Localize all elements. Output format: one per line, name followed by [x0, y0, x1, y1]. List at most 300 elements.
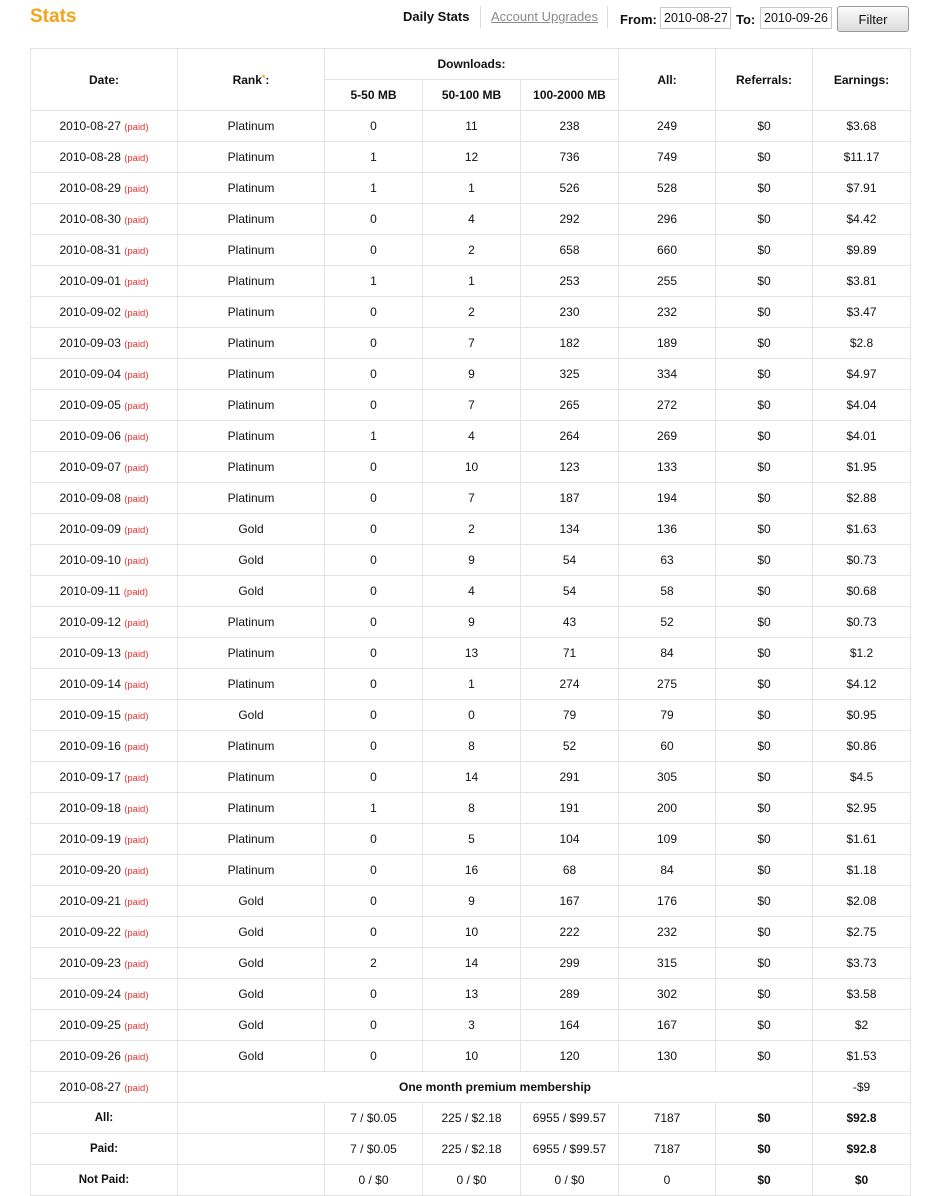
date-value: 2010-09-11 [59, 584, 121, 598]
summary-downloads-5-50: 7 / $0.05 [325, 1134, 423, 1165]
rank-cell: Gold [178, 514, 325, 545]
date-value: 2010-09-14 [59, 677, 121, 691]
downloads-50-100-cell: 2 [423, 235, 521, 266]
downloads-50-100-cell: 7 [423, 483, 521, 514]
date-value: 2010-09-01 [59, 274, 121, 288]
table-row [31, 793, 911, 824]
col-all: All: [619, 49, 716, 111]
summary-rank-empty [178, 1103, 325, 1134]
all-cell: 60 [619, 731, 716, 762]
downloads-50-100-cell: 10 [423, 1041, 521, 1072]
date-cell [31, 421, 178, 452]
downloads-100-2000-cell: 736 [521, 142, 619, 173]
membership-description: One month premium membership [178, 1072, 813, 1103]
paid-tag: (paid) [124, 370, 149, 381]
rank-cell: Platinum [178, 235, 325, 266]
summary-rank-empty [178, 1165, 325, 1196]
summary-downloads-100-2000: 6955 / $99.57 [521, 1103, 619, 1134]
table-row [31, 886, 911, 917]
downloads-50-100-cell: 2 [423, 297, 521, 328]
downloads-50-100-cell: 0 [423, 700, 521, 731]
table-row [31, 173, 911, 204]
all-cell: 232 [619, 297, 716, 328]
rank-cell: Gold [178, 917, 325, 948]
downloads-50-100-cell: 7 [423, 390, 521, 421]
earnings-cell: $3.58 [813, 979, 911, 1010]
all-cell: 660 [619, 235, 716, 266]
summary-rank-empty [178, 1134, 325, 1165]
paid-tag: (paid) [124, 556, 149, 567]
date-value: 2010-09-04 [59, 367, 121, 381]
downloads-50-100-cell: 8 [423, 793, 521, 824]
earnings-cell: $3.73 [813, 948, 911, 979]
summary-label: All: [31, 1103, 178, 1134]
all-cell: 249 [619, 111, 716, 142]
rank-cell: Platinum [178, 824, 325, 855]
downloads-100-2000-cell: 164 [521, 1010, 619, 1041]
summary-referrals: $0 [716, 1165, 813, 1196]
downloads-5-50-cell: 0 [325, 638, 423, 669]
paid-tag: (paid) [124, 463, 149, 474]
to-label: To: [736, 12, 756, 27]
rank-cell: Platinum [178, 173, 325, 204]
date-cell [31, 297, 178, 328]
date-value: 2010-09-22 [59, 925, 121, 939]
col-earnings: Earnings: [813, 49, 911, 111]
date-cell [31, 886, 178, 917]
table-row [31, 669, 911, 700]
all-cell: 749 [619, 142, 716, 173]
table-row [31, 607, 911, 638]
date-value: 2010-09-10 [59, 553, 121, 567]
summary-downloads-100-2000: 6955 / $99.57 [521, 1134, 619, 1165]
all-cell: 200 [619, 793, 716, 824]
summary-downloads-5-50: 7 / $0.05 [325, 1103, 423, 1134]
nav-divider [480, 6, 481, 28]
downloads-100-2000-cell: 253 [521, 266, 619, 297]
earnings-cell: $4.04 [813, 390, 911, 421]
downloads-50-100-cell: 9 [423, 359, 521, 390]
date-value: 2010-08-29 [59, 181, 121, 195]
downloads-5-50-cell: 0 [325, 731, 423, 762]
downloads-100-2000-cell: 222 [521, 917, 619, 948]
col-referrals: Referrals: [716, 49, 813, 111]
rank-cell: Platinum [178, 421, 325, 452]
summary-all: 7187 [619, 1103, 716, 1134]
membership-row [31, 1072, 911, 1103]
downloads-5-50-cell: 0 [325, 576, 423, 607]
referrals-cell: $0 [716, 886, 813, 917]
tab-daily-stats[interactable]: Daily Stats [403, 9, 470, 24]
tab-account-upgrades[interactable]: Account Upgrades [491, 9, 598, 24]
table-row [31, 638, 911, 669]
table-row [31, 266, 911, 297]
date-value: 2010-09-23 [59, 956, 121, 970]
downloads-50-100-cell: 4 [423, 204, 521, 235]
referrals-cell: $0 [716, 359, 813, 390]
filter-button[interactable]: Filter [837, 6, 909, 32]
downloads-5-50-cell: 0 [325, 328, 423, 359]
downloads-50-100-cell: 14 [423, 948, 521, 979]
all-cell: 130 [619, 1041, 716, 1072]
downloads-100-2000-cell: 274 [521, 669, 619, 700]
downloads-50-100-cell: 2 [423, 514, 521, 545]
date-cell [31, 514, 178, 545]
all-cell: 63 [619, 545, 716, 576]
downloads-5-50-cell: 0 [325, 297, 423, 328]
stats-body [31, 111, 911, 1196]
downloads-100-2000-cell: 79 [521, 700, 619, 731]
date-cell [31, 793, 178, 824]
downloads-5-50-cell: 1 [325, 142, 423, 173]
summary-row [31, 1134, 911, 1165]
paid-tag: (paid) [124, 1052, 149, 1063]
date-value: 2010-09-19 [59, 832, 121, 846]
earnings-cell: $1.61 [813, 824, 911, 855]
downloads-50-100-cell: 9 [423, 545, 521, 576]
date-value: 2010-08-30 [59, 212, 121, 226]
all-cell: 84 [619, 855, 716, 886]
downloads-50-100-cell: 1 [423, 669, 521, 700]
rank-cell: Platinum [178, 855, 325, 886]
all-cell: 167 [619, 1010, 716, 1041]
date-value: 2010-08-31 [59, 243, 121, 257]
paid-tag: (paid) [124, 990, 149, 1001]
downloads-100-2000-cell: 120 [521, 1041, 619, 1072]
referrals-cell: $0 [716, 514, 813, 545]
downloads-5-50-cell: 0 [325, 669, 423, 700]
downloads-5-50-cell: 0 [325, 700, 423, 731]
table-row [31, 421, 911, 452]
downloads-5-50-cell: 0 [325, 545, 423, 576]
date-cell [31, 824, 178, 855]
summary-row [31, 1103, 911, 1134]
membership-earnings: -$9 [813, 1072, 911, 1103]
date-value: 2010-09-25 [59, 1018, 121, 1032]
from-label: From: [620, 12, 657, 27]
rank-cell: Gold [178, 700, 325, 731]
all-cell: 79 [619, 700, 716, 731]
date-value: 2010-09-15 [59, 708, 121, 722]
downloads-100-2000-cell: 264 [521, 421, 619, 452]
downloads-5-50-cell: 1 [325, 421, 423, 452]
summary-downloads-5-50: 0 / $0 [325, 1165, 423, 1196]
table-row [31, 390, 911, 421]
date-cell [31, 1041, 178, 1072]
all-cell: 315 [619, 948, 716, 979]
rank-cell: Gold [178, 886, 325, 917]
downloads-5-50-cell: 0 [325, 607, 423, 638]
to-date-input[interactable] [760, 7, 832, 29]
downloads-5-50-cell: 0 [325, 235, 423, 266]
date-cell [31, 638, 178, 669]
downloads-5-50-cell: 0 [325, 886, 423, 917]
table-row [31, 483, 911, 514]
downloads-100-2000-cell: 325 [521, 359, 619, 390]
paid-tag: (paid) [124, 153, 149, 164]
table-row [31, 204, 911, 235]
date-cell [31, 607, 178, 638]
all-cell: 194 [619, 483, 716, 514]
downloads-100-2000-cell: 54 [521, 545, 619, 576]
date-cell [31, 173, 178, 204]
all-cell: 189 [619, 328, 716, 359]
table-row [31, 948, 911, 979]
date-value: 2010-09-02 [59, 305, 121, 319]
downloads-50-100-cell: 9 [423, 607, 521, 638]
earnings-cell: $1.2 [813, 638, 911, 669]
downloads-100-2000-cell: 71 [521, 638, 619, 669]
downloads-100-2000-cell: 182 [521, 328, 619, 359]
paid-tag: (paid) [124, 618, 149, 629]
downloads-100-2000-cell: 123 [521, 452, 619, 483]
downloads-100-2000-cell: 134 [521, 514, 619, 545]
downloads-100-2000-cell: 104 [521, 824, 619, 855]
rank-cell: Gold [178, 1010, 325, 1041]
from-date-input[interactable] [660, 7, 731, 29]
all-cell: 275 [619, 669, 716, 700]
referrals-cell: $0 [716, 669, 813, 700]
downloads-100-2000-cell: 43 [521, 607, 619, 638]
summary-referrals: $0 [716, 1103, 813, 1134]
date-cell [31, 452, 178, 483]
downloads-5-50-cell: 1 [325, 793, 423, 824]
downloads-50-100-cell: 4 [423, 421, 521, 452]
downloads-5-50-cell: 1 [325, 266, 423, 297]
earnings-cell: $2 [813, 1010, 911, 1041]
earnings-cell: $2.08 [813, 886, 911, 917]
paid-tag: (paid) [124, 959, 149, 970]
rank-cell: Gold [178, 545, 325, 576]
date-cell [31, 576, 178, 607]
paid-tag: (paid) [124, 835, 149, 846]
earnings-cell: $0.86 [813, 731, 911, 762]
table-row [31, 762, 911, 793]
downloads-50-100-cell: 1 [423, 173, 521, 204]
downloads-50-100-cell: 10 [423, 917, 521, 948]
all-cell: 232 [619, 917, 716, 948]
paid-tag: (paid) [124, 742, 149, 753]
downloads-100-2000-cell: 167 [521, 886, 619, 917]
downloads-50-100-cell: 9 [423, 886, 521, 917]
date-value: 2010-08-27 [59, 1080, 121, 1094]
referrals-cell: $0 [716, 917, 813, 948]
summary-downloads-50-100: 0 / $0 [423, 1165, 521, 1196]
paid-tag: (paid) [124, 184, 149, 195]
referrals-cell: $0 [716, 607, 813, 638]
earnings-cell: $1.53 [813, 1041, 911, 1072]
downloads-100-2000-cell: 265 [521, 390, 619, 421]
all-cell: 296 [619, 204, 716, 235]
referrals-cell: $0 [716, 700, 813, 731]
table-row [31, 824, 911, 855]
date-cell [31, 700, 178, 731]
rank-cell: Platinum [178, 204, 325, 235]
rank-cell: Gold [178, 1041, 325, 1072]
downloads-50-100-cell: 10 [423, 452, 521, 483]
earnings-cell: $2.8 [813, 328, 911, 359]
date-value: 2010-09-13 [59, 646, 121, 660]
downloads-100-2000-cell: 658 [521, 235, 619, 266]
date-cell [31, 917, 178, 948]
date-value: 2010-09-26 [59, 1049, 121, 1063]
date-value: 2010-09-12 [59, 615, 121, 629]
table-row [31, 731, 911, 762]
col-downloads-100-2000: 100-2000 MB [521, 80, 619, 111]
earnings-cell: $2.88 [813, 483, 911, 514]
all-cell: 58 [619, 576, 716, 607]
date-value: 2010-09-07 [59, 460, 121, 474]
referrals-cell: $0 [716, 1010, 813, 1041]
date-value: 2010-08-28 [59, 150, 121, 164]
downloads-5-50-cell: 0 [325, 979, 423, 1010]
downloads-100-2000-cell: 299 [521, 948, 619, 979]
table-row [31, 235, 911, 266]
downloads-5-50-cell: 0 [325, 390, 423, 421]
date-cell [31, 111, 178, 142]
paid-tag: (paid) [124, 525, 149, 536]
earnings-cell: $0.68 [813, 576, 911, 607]
col-rank-label: Rank [232, 72, 262, 87]
referrals-cell: $0 [716, 762, 813, 793]
date-value: 2010-09-17 [59, 770, 121, 784]
rank-cell: Platinum [178, 731, 325, 762]
referrals-cell: $0 [716, 235, 813, 266]
paid-tag: (paid) [124, 928, 149, 939]
rank-cell: Platinum [178, 328, 325, 359]
downloads-50-100-cell: 16 [423, 855, 521, 886]
all-cell: 133 [619, 452, 716, 483]
referrals-cell: $0 [716, 793, 813, 824]
referrals-cell: $0 [716, 576, 813, 607]
downloads-50-100-cell: 3 [423, 1010, 521, 1041]
all-cell: 109 [619, 824, 716, 855]
col-downloads-50-100: 50-100 MB [423, 80, 521, 111]
downloads-5-50-cell: 0 [325, 359, 423, 390]
all-cell: 334 [619, 359, 716, 390]
rank-help-marker[interactable]: * [261, 72, 266, 83]
downloads-50-100-cell: 12 [423, 142, 521, 173]
earnings-cell: $3.47 [813, 297, 911, 328]
earnings-cell: $3.81 [813, 266, 911, 297]
referrals-cell: $0 [716, 266, 813, 297]
paid-tag: (paid) [124, 339, 149, 350]
downloads-100-2000-cell: 526 [521, 173, 619, 204]
col-downloads-5-50: 5-50 MB [325, 80, 423, 111]
downloads-5-50-cell: 2 [325, 948, 423, 979]
earnings-cell: $4.12 [813, 669, 911, 700]
date-value: 2010-09-24 [59, 987, 121, 1001]
referrals-cell: $0 [716, 452, 813, 483]
date-value: 2010-09-20 [59, 863, 121, 877]
summary-downloads-50-100: 225 / $2.18 [423, 1134, 521, 1165]
earnings-cell: $2.75 [813, 917, 911, 948]
referrals-cell: $0 [716, 142, 813, 173]
rank-cell: Platinum [178, 638, 325, 669]
table-row [31, 917, 911, 948]
summary-referrals: $0 [716, 1134, 813, 1165]
date-cell [31, 142, 178, 173]
earnings-cell: $4.42 [813, 204, 911, 235]
rank-cell: Platinum [178, 793, 325, 824]
table-row [31, 514, 911, 545]
earnings-cell: $1.95 [813, 452, 911, 483]
downloads-5-50-cell: 0 [325, 452, 423, 483]
downloads-5-50-cell: 0 [325, 917, 423, 948]
all-cell: 136 [619, 514, 716, 545]
date-cell [31, 545, 178, 576]
rank-cell: Platinum [178, 390, 325, 421]
referrals-cell: $0 [716, 173, 813, 204]
rank-cell: Platinum [178, 483, 325, 514]
date-value: 2010-09-09 [59, 522, 121, 536]
summary-downloads-100-2000: 0 / $0 [521, 1165, 619, 1196]
downloads-50-100-cell: 13 [423, 979, 521, 1010]
downloads-50-100-cell: 8 [423, 731, 521, 762]
earnings-cell: $1.63 [813, 514, 911, 545]
referrals-cell: $0 [716, 297, 813, 328]
table-row [31, 328, 911, 359]
downloads-50-100-cell: 4 [423, 576, 521, 607]
date-value: 2010-08-27 [59, 119, 121, 133]
rank-cell: Platinum [178, 111, 325, 142]
paid-tag: (paid) [124, 494, 149, 505]
referrals-cell: $0 [716, 731, 813, 762]
referrals-cell: $0 [716, 824, 813, 855]
table-row [31, 359, 911, 390]
referrals-cell: $0 [716, 204, 813, 235]
rank-cell: Platinum [178, 452, 325, 483]
paid-tag: (paid) [124, 649, 149, 660]
table-row [31, 142, 911, 173]
downloads-5-50-cell: 0 [325, 824, 423, 855]
downloads-5-50-cell: 0 [325, 111, 423, 142]
rank-cell: Platinum [178, 142, 325, 173]
earnings-cell: $3.68 [813, 111, 911, 142]
downloads-50-100-cell: 7 [423, 328, 521, 359]
downloads-100-2000-cell: 292 [521, 204, 619, 235]
paid-tag: (paid) [124, 308, 149, 319]
downloads-5-50-cell: 0 [325, 1010, 423, 1041]
earnings-cell: $0.73 [813, 607, 911, 638]
paid-tag: (paid) [124, 1083, 149, 1094]
referrals-cell: $0 [716, 390, 813, 421]
date-cell [31, 235, 178, 266]
all-cell: 305 [619, 762, 716, 793]
paid-tag: (paid) [124, 773, 149, 784]
all-cell: 269 [619, 421, 716, 452]
date-value: 2010-09-08 [59, 491, 121, 505]
referrals-cell: $0 [716, 855, 813, 886]
all-cell: 255 [619, 266, 716, 297]
table-row [31, 1010, 911, 1041]
downloads-5-50-cell: 0 [325, 204, 423, 235]
paid-tag: (paid) [124, 680, 149, 691]
earnings-cell: $1.18 [813, 855, 911, 886]
paid-tag: (paid) [124, 246, 149, 257]
rank-cell: Platinum [178, 607, 325, 638]
downloads-100-2000-cell: 191 [521, 793, 619, 824]
summary-all: 7187 [619, 1134, 716, 1165]
downloads-50-100-cell: 14 [423, 762, 521, 793]
paid-tag: (paid) [124, 122, 149, 133]
referrals-cell: $0 [716, 545, 813, 576]
all-cell: 302 [619, 979, 716, 1010]
earnings-cell: $11.17 [813, 142, 911, 173]
date-value: 2010-09-06 [59, 429, 121, 443]
table-row [31, 452, 911, 483]
date-cell [31, 762, 178, 793]
